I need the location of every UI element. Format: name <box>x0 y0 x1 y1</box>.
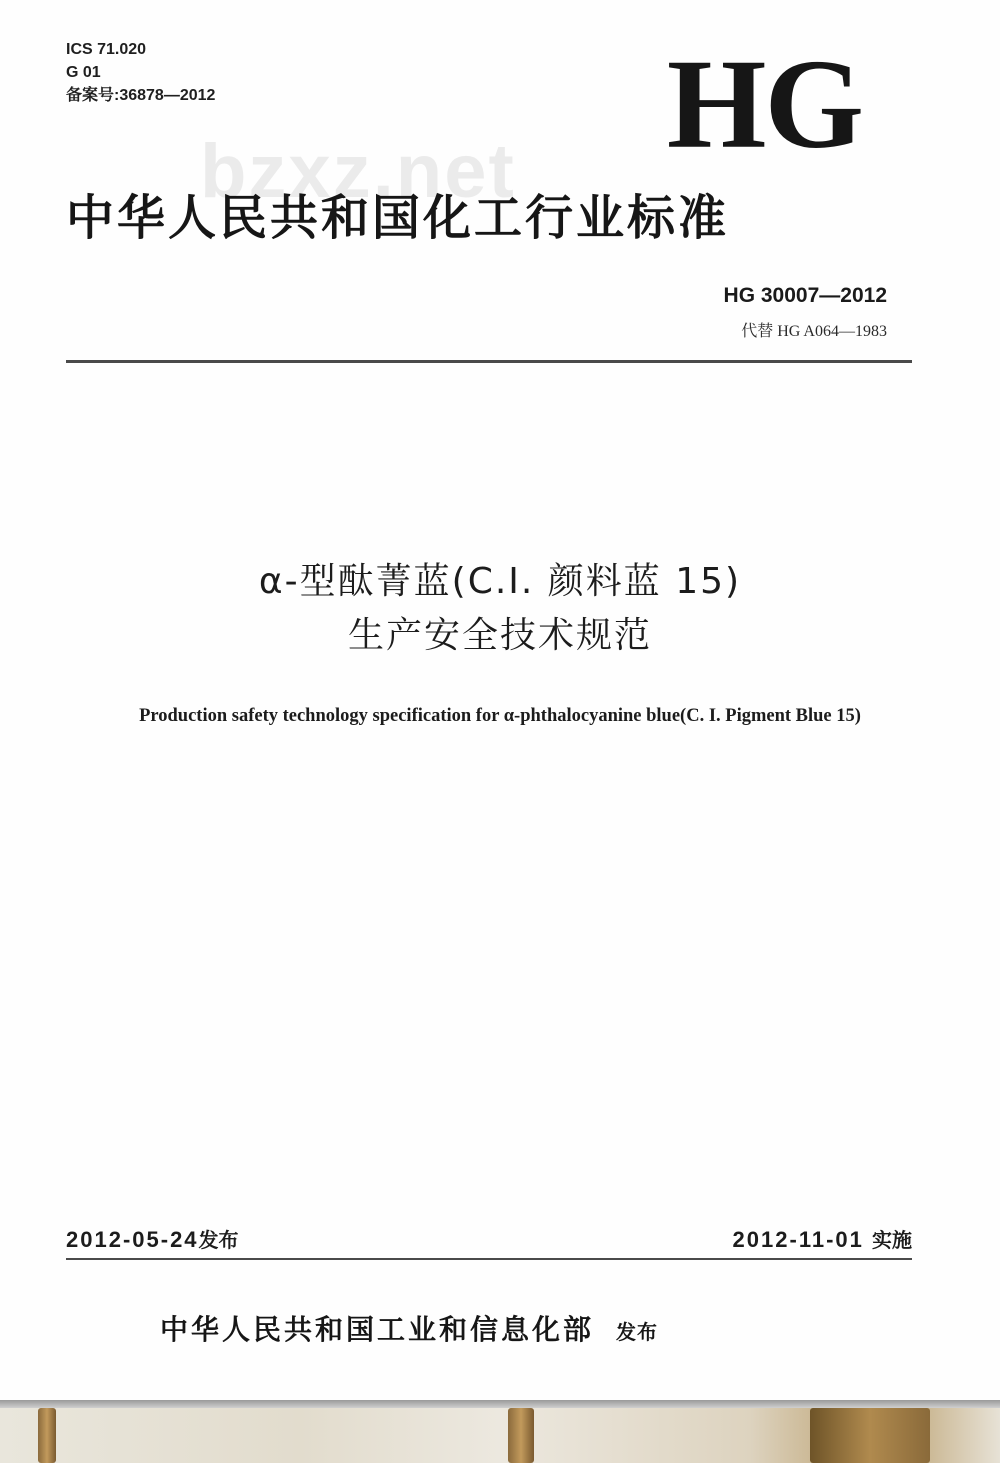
issue-date: 2012-05-24 <box>66 1227 199 1252</box>
issue-label: 发布 <box>198 1228 239 1252</box>
tree-trunk-shape <box>810 1408 930 1463</box>
watermark: bzxz.net <box>200 129 516 214</box>
bottom-divider <box>66 1258 912 1260</box>
record-number: 备案号:36878—2012 <box>66 87 216 104</box>
classification-block <box>66 38 215 107</box>
english-title: Production safety technology specification for α-phthalocyanine blue(C. I. Pigment Blue 15) <box>139 706 861 726</box>
tree-trunk-shape <box>508 1408 534 1463</box>
replaces-standard: 代替 HG A064—1983 <box>741 323 887 340</box>
background-photo-strip <box>0 1408 1000 1463</box>
publisher-name: 中华人民共和国工业和信息化部 <box>160 1313 595 1346</box>
implement-date-block <box>733 1224 912 1253</box>
publisher-label: 发布 <box>616 1320 659 1344</box>
implement-label: 实施 <box>872 1228 912 1252</box>
issue-date-block <box>66 1224 239 1253</box>
tree-trunk-shape <box>38 1408 56 1463</box>
category-mark: HG <box>666 33 862 175</box>
standard-title: 中华人民共和国化工行业标准 <box>66 190 730 246</box>
document-title <box>0 555 1000 663</box>
page-edge-bar <box>0 1400 1000 1408</box>
title-line-1: α-型酞菁蓝(C.I. 颜料蓝 15) <box>258 561 742 602</box>
implement-date: 2012-11-01 <box>732 1227 864 1252</box>
standard-number: HG 30007—2012 <box>723 284 887 307</box>
title-line-2: 生产安全技术规范 <box>347 615 652 656</box>
ics-code: ICS 71.020 <box>66 41 147 58</box>
top-divider <box>66 360 912 363</box>
ccs-code: G 01 <box>66 64 101 81</box>
publisher-block <box>160 1308 658 1348</box>
